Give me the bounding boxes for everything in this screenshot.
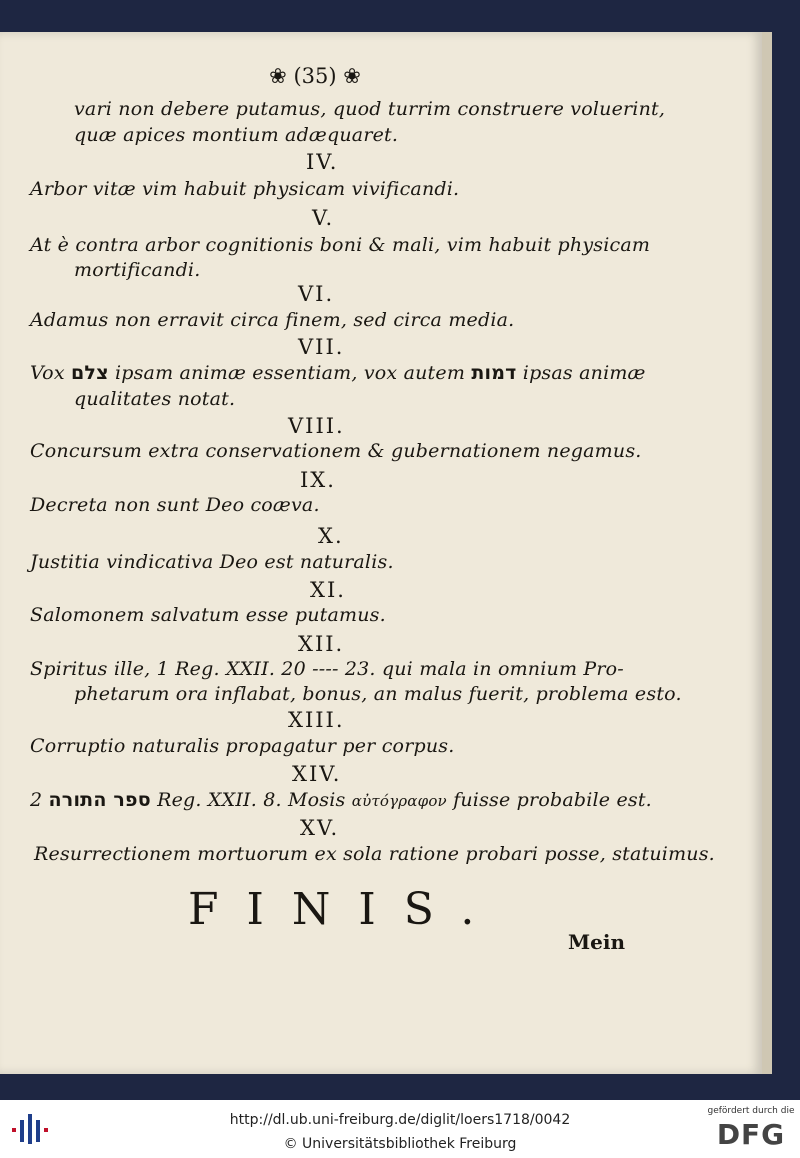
- thesis-text: phetarum ora inflabat, bonus, an malus fuerit, problema esto.: [74, 683, 682, 705]
- ornament-right-icon: ❀: [343, 64, 361, 88]
- copyright-text: © Universitätsbibliothek Freiburg: [283, 1136, 517, 1152]
- thesis-text: Justitia vindicativa Deo est naturalis.: [30, 551, 394, 573]
- thesis-number: IV.: [306, 150, 339, 174]
- page-number: (35): [293, 64, 337, 88]
- dfg-logo: DFG: [716, 1118, 786, 1151]
- thesis-text: mortificandi.: [74, 259, 201, 281]
- thesis-text: qualitates notat.: [74, 388, 236, 410]
- thesis-number: VII.: [298, 335, 345, 359]
- thesis-text: Resurrectionem mortuorum ex sola ratione probari posse, statuimus.: [34, 843, 715, 865]
- thesis-text: Corruptio naturalis propagatur per corpus.: [30, 735, 455, 757]
- hebrew-word-demut: דמות: [471, 362, 517, 384]
- thesis-text: Decreta non sunt Deo coæva.: [30, 494, 320, 516]
- thesis-word: ipsas animæ: [522, 362, 646, 384]
- thesis-word: 2 Reg. XXII. 8. Mosis: [30, 789, 346, 811]
- thesis-number: XIV.: [292, 762, 342, 786]
- hebrew-sefer-hatorah: ספר התורה: [48, 789, 151, 811]
- thesis-word: ipsam animæ essentiam, vox autem: [114, 362, 466, 384]
- thesis-text: Arbor vitæ vim habuit physicam vivificandi.: [30, 178, 460, 200]
- finis-heading: FINIS.: [188, 884, 503, 935]
- thesis-word: Vox: [30, 362, 65, 384]
- page-header: [250, 64, 380, 88]
- thesis-number: IX.: [300, 468, 336, 492]
- thesis-text: Adamus non erravit circa finem, sed circa media.: [30, 309, 515, 331]
- page-edge: [762, 32, 772, 1074]
- thesis-number: XI.: [310, 578, 346, 602]
- permalink-url[interactable]: http://dl.ub.uni-freiburg.de/diglit/loers1718/0042: [229, 1112, 571, 1128]
- thesis-text: [30, 362, 646, 384]
- thesis-number: X.: [318, 524, 344, 548]
- thesis-word: fuisse probabile est.: [453, 789, 652, 811]
- intro-line-2: quæ apices montium adæquaret.: [74, 124, 399, 146]
- greek-word-autographon: αὐτόγραφον: [351, 792, 447, 810]
- thesis-number: XIII.: [288, 708, 345, 732]
- thesis-number: VIII.: [288, 414, 345, 438]
- thesis-text: Salomonem salvatum esse putamus.: [30, 604, 386, 626]
- thesis-text: Concursum extra conservationem & gubernationem negamus.: [30, 440, 642, 462]
- thesis-number: VI.: [298, 282, 335, 306]
- catchword: Mein: [568, 930, 626, 954]
- viewer-footer: [0, 1100, 800, 1158]
- ornament-left-icon: ❀: [269, 64, 287, 88]
- thesis-number: XII.: [298, 632, 345, 656]
- thesis-text: [30, 789, 652, 811]
- thesis-text: At è contra arbor cognitionis boni & mali, vim habuit physicam: [30, 234, 651, 256]
- thesis-text: Spiritus ille, 1 Reg. XXII. 20 ---- 23. qui mala in omnium Pro-: [30, 658, 624, 680]
- intro-line-1: vari non debere putamus, quod turrim construere voluerint,: [74, 98, 666, 120]
- thesis-number: XV.: [300, 816, 340, 840]
- thesis-number: V.: [312, 206, 335, 230]
- dfg-caption: gefördert durch die: [707, 1106, 795, 1116]
- hebrew-word-tselem: צלם: [70, 362, 109, 384]
